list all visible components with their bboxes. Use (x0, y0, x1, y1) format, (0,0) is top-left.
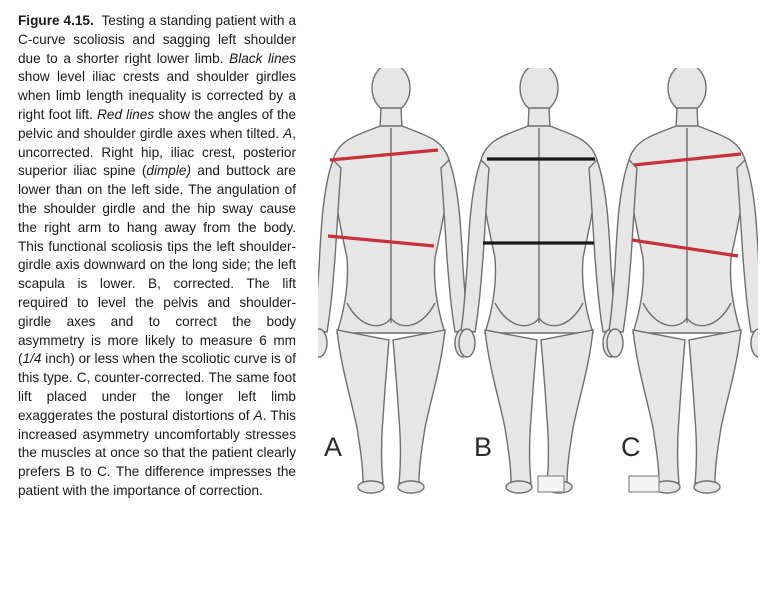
caption-segment: show level iliac crests and shoulder girdles when limb length inequality is corrected by a right foot lift. (18, 69, 296, 122)
panel-a-figure (318, 68, 471, 493)
caption-segment: show the angles of the pelvic and shoulder girdle axes when tilted. (18, 106, 297, 141)
panel-c-foot-lift (629, 476, 659, 492)
posture-figure (318, 68, 758, 508)
caption-segment: inch) or less when the scoliotic curve is of this type. C, counter-corrected. The same foot lift placed under the longer left limb exaggerates the postural distortions of (18, 351, 296, 423)
panel-b-foot-lift (538, 476, 564, 492)
panel-c-label: C (621, 432, 641, 462)
caption-segment: Testing a standing patient with a C-curve scoliosis and sagging left shoulder due to a shorter right lower limb. (18, 13, 297, 66)
caption-body (18, 13, 296, 498)
caption-segment: A (253, 407, 263, 423)
panel-b-label: B (474, 432, 493, 462)
panel-b-figure (459, 68, 619, 493)
caption-segment: Black lines (229, 50, 296, 66)
figure-caption (18, 12, 296, 501)
caption-segment: 1/4 (22, 351, 42, 367)
caption-segment: . This increased asymmetry uncomfortably stresses the muscles at once so that the patient clearly prefers B to C. The difference impresses the patient with the importance of correction. (18, 407, 296, 498)
caption-segment: A (283, 125, 293, 141)
figure-label: Figure 4.15. (18, 13, 94, 28)
panel-a-label: A (324, 432, 343, 462)
caption-segment: Red lines (97, 106, 155, 122)
caption-segment: and buttock are lower than on the left side. The angulation of the shoulder girdle and the hip sway cause the right arm to hang away from the body. This functional scoliosis tips the left shoulder-girdle axis downward on the long side; the left scapula is lower. B, corrected. The lift required to level the pelvis and shoulder-girdle axes and to correct the body asymmetry is more likely to measure 6 mm ( (18, 163, 296, 367)
panel-c-figure (607, 68, 758, 493)
posture-illustration (318, 68, 758, 508)
caption-segment: , uncorrected. Right hip, iliac crest, posterior superior iliac spine ( (18, 125, 296, 179)
caption-segment: dimple) (146, 163, 191, 179)
